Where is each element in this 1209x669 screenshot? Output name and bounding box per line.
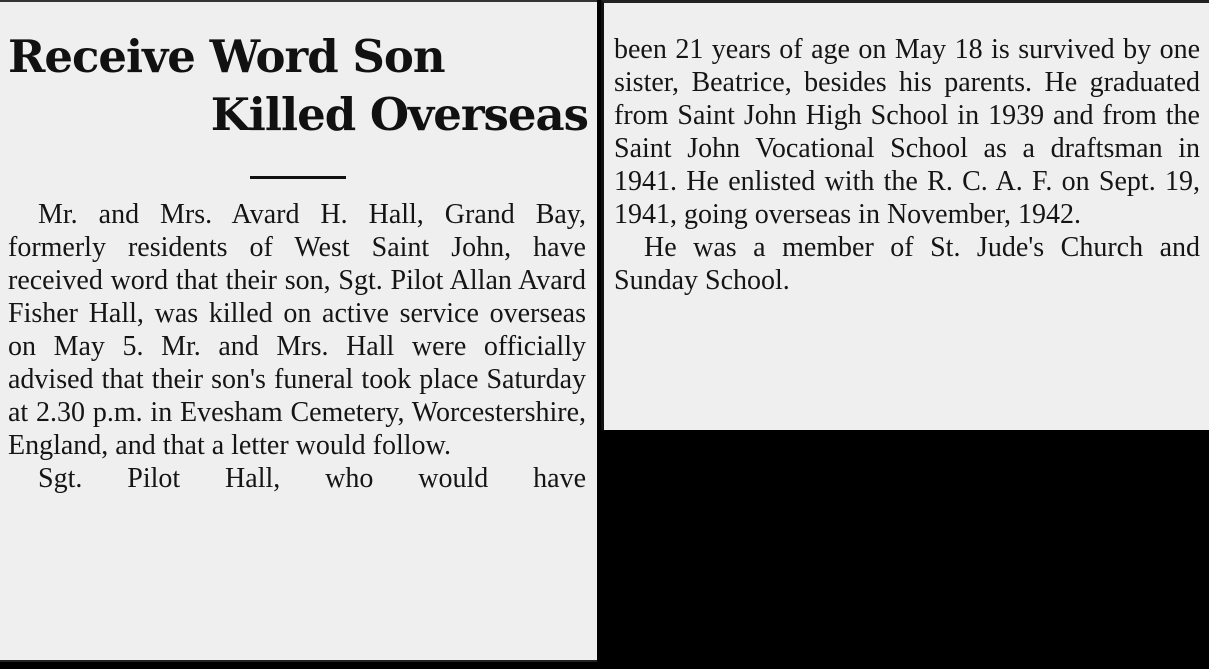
paragraph: He was a member of St. Jude's Church and Sunday School. <box>614 232 1200 296</box>
headline-line-2: Killed Overseas <box>210 88 588 141</box>
headline-line-1: Receive Word Son <box>8 30 445 83</box>
paragraph: been 21 years of age on May 18 is survived by one sister, Beatrice, besides his parents. He graduated from Saint John High School in 1939 and from the Saint John Vocational School as a draftsman in 1941. He enlisted with the R. C. A. F. on Sept. 19, 1941, going overseas in November, 1942. <box>614 34 1200 230</box>
right-column-body <box>614 33 1200 297</box>
headline <box>8 28 588 144</box>
redacted-area <box>601 430 1209 669</box>
paragraph: Mr. and Mrs. Avard H. Hall, Grand Bay, formerly residents of West Saint John, have received word that their son, Sgt. Pilot Allan Avard Fisher Hall, was killed on active service overseas on May 5. Mr. and Mrs. Hall were officially advised that their son's funeral took place Saturday at 2.30 p.m. in Evesham Cemetery, Worcestershire, England, and that a letter would follow. <box>8 199 586 461</box>
left-column-body <box>8 198 586 495</box>
paragraph: Sgt. Pilot Hall, who would have <box>38 463 586 494</box>
left-column <box>0 0 597 662</box>
right-column <box>601 0 1209 430</box>
headline-divider <box>250 176 346 179</box>
